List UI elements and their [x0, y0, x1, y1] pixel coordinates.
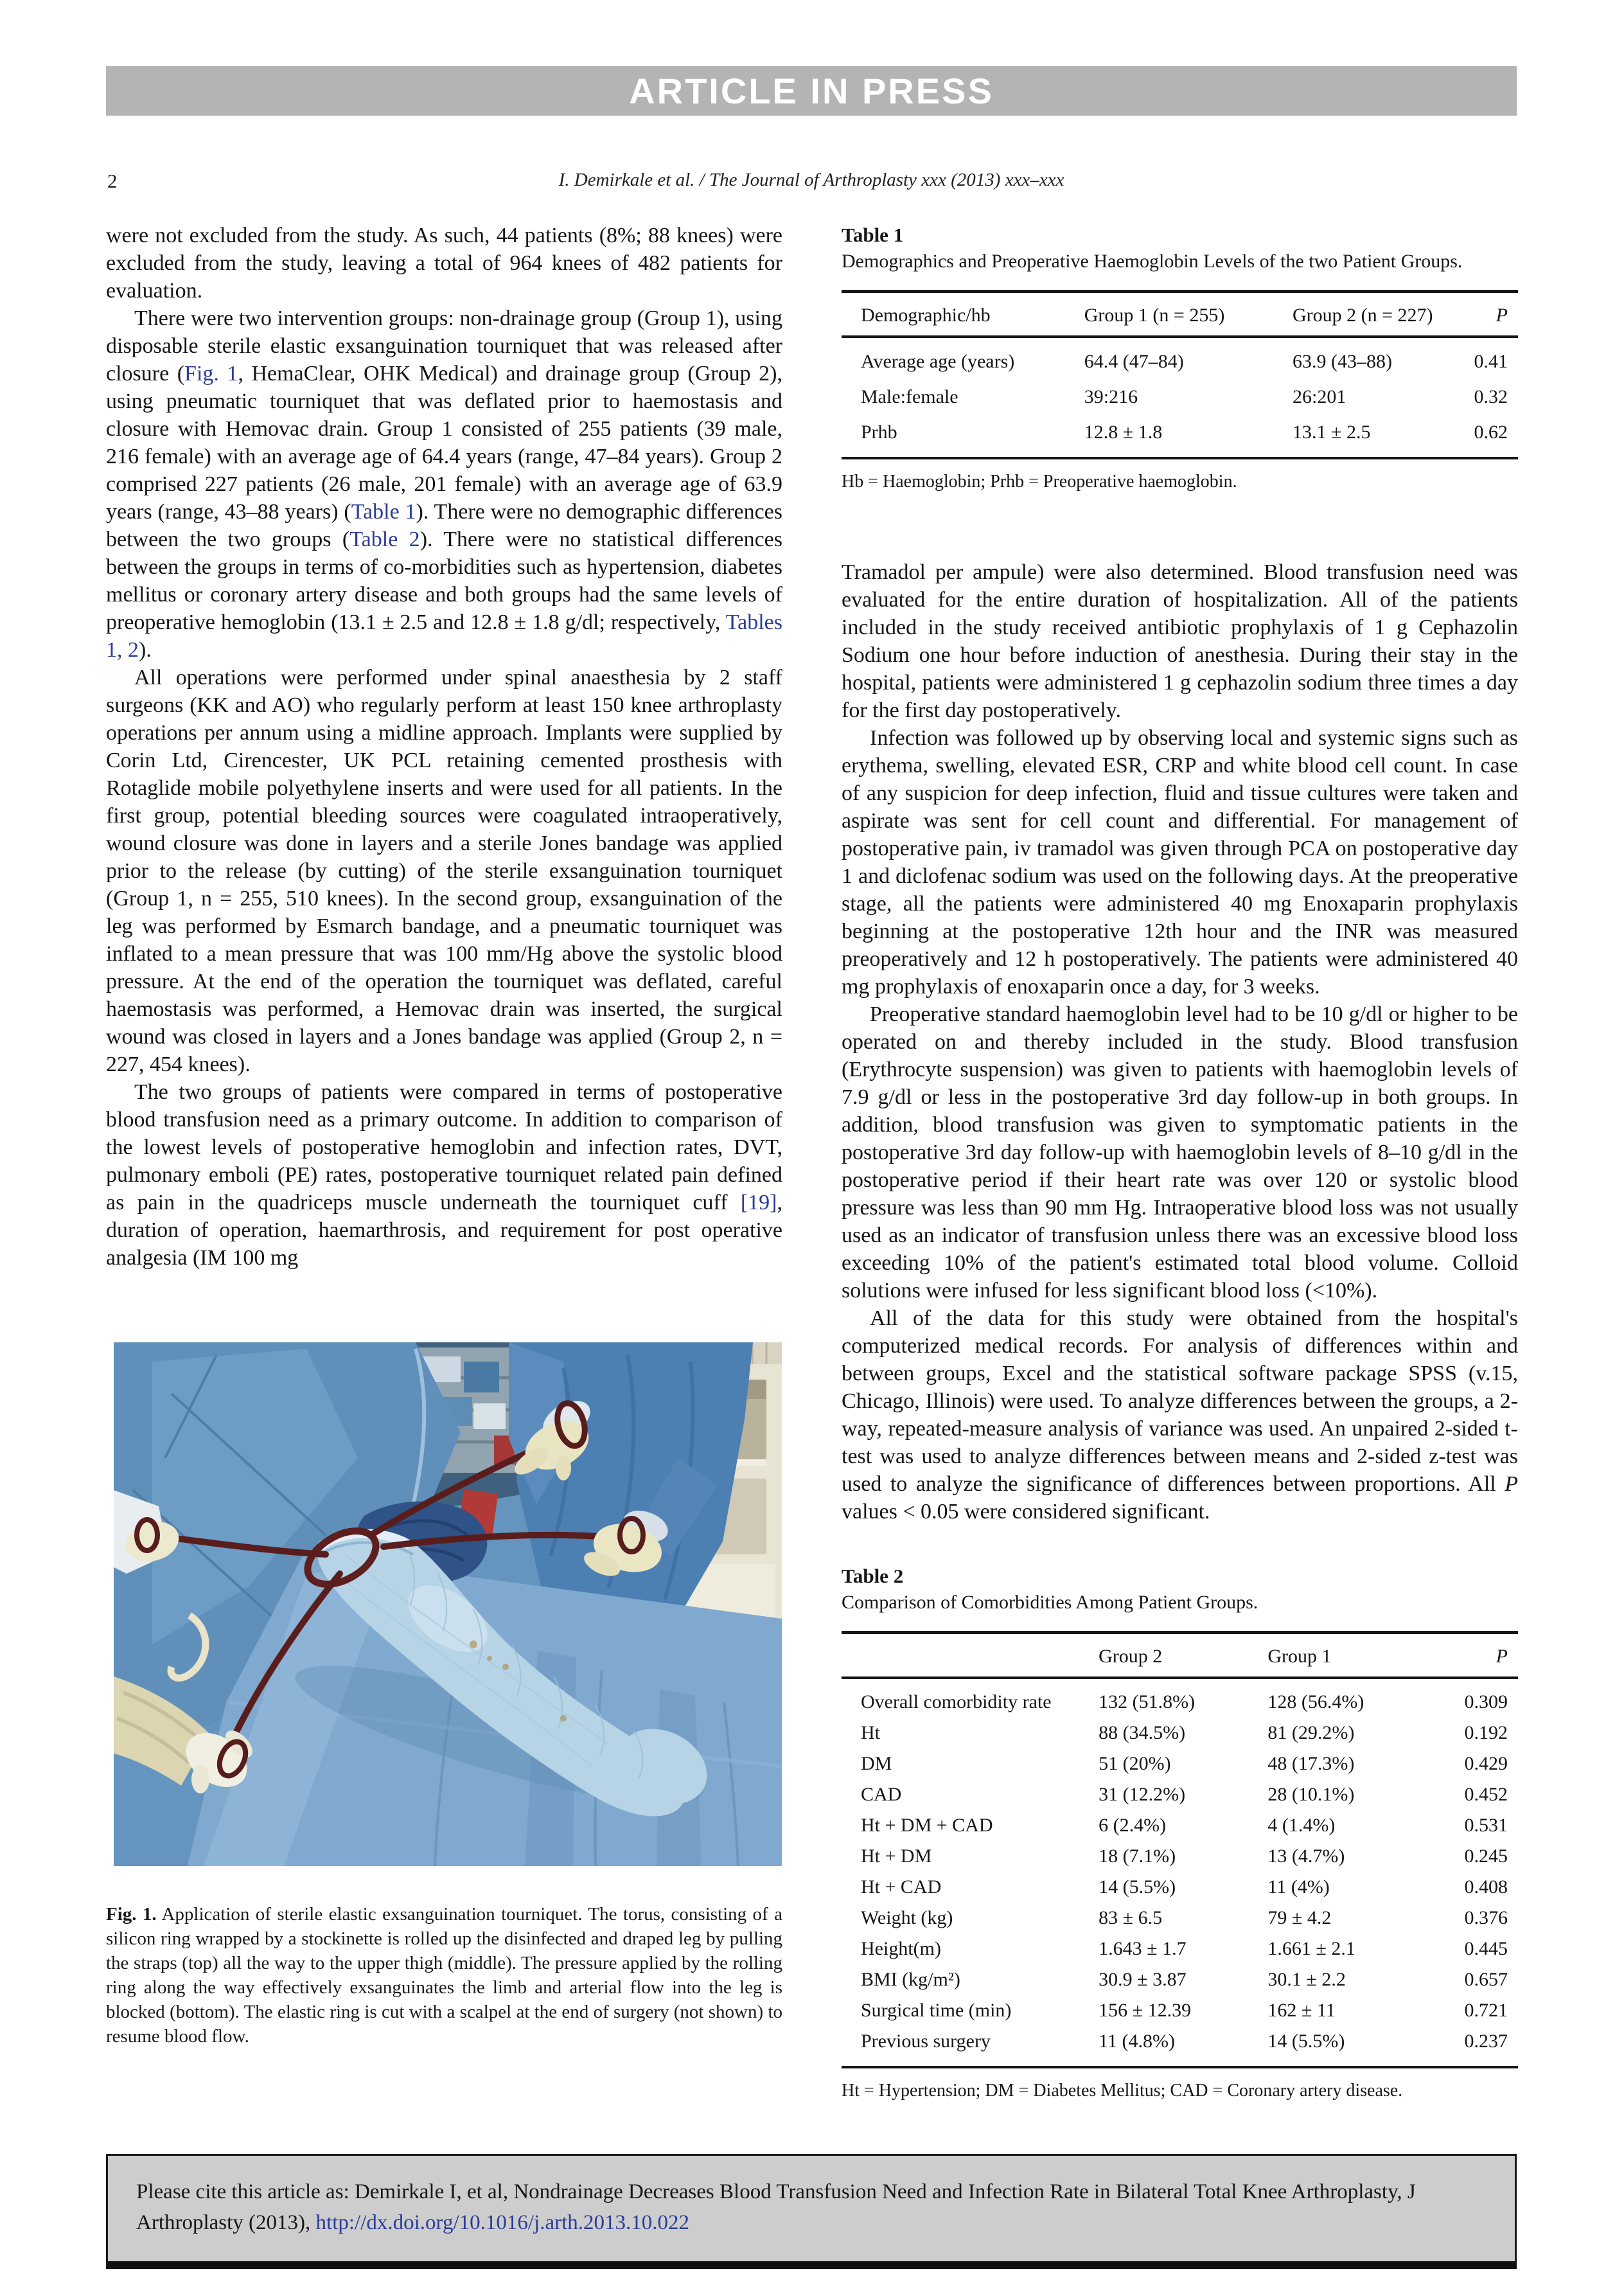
- table-cell: 30.9 ± 3.87: [1099, 1969, 1187, 1990]
- paragraph: [842, 1304, 1518, 1525]
- table-cell: BMI (kg/m²): [861, 1969, 960, 1990]
- table-1-label: Table 1: [842, 224, 904, 246]
- table-cell: 0.32: [1474, 386, 1508, 407]
- column-header: Group 1: [1267, 1633, 1450, 1678]
- inline-link[interactable]: Tables 1, 2: [106, 610, 782, 662]
- table-2-caption: Comparison of Comorbidities Among Patient Groups.: [842, 1592, 1258, 1613]
- table-1-head: [842, 292, 1518, 337]
- paragraph: [106, 664, 782, 1078]
- table-cell: 48 (17.3%): [1267, 1753, 1355, 1774]
- table-row: [842, 1934, 1518, 1964]
- table-cell: 132 (51.8%): [1099, 1691, 1196, 1712]
- table-2-footnote: Ht = Hypertension; DM = Diabetes Mellitus; CAD = Coronary artery disease.: [842, 2081, 1403, 2101]
- inline-link[interactable]: Fig. 1: [184, 362, 238, 386]
- table-row: [842, 1964, 1518, 1995]
- table-1-footnote: Hb = Haemoglobin; Prhb = Preoperative haemoglobin.: [842, 472, 1237, 492]
- text-segment: , duration of operation, haemarthrosis, and requirement for post operative analgesia (IM 100 mg: [106, 1191, 782, 1270]
- column-header: Group 2 (n = 227): [1293, 292, 1474, 337]
- table-cell: Weight (kg): [861, 1907, 953, 1928]
- text-segment: There were two intervention groups: non-drainage group (Group 1), using disposable sterile elastic exsanguination tourniquet that was released after closure (: [106, 307, 782, 386]
- table-cell: CAD: [861, 1784, 902, 1805]
- table-row: [842, 379, 1518, 414]
- table-cell: 30.1 ± 2.2: [1267, 1969, 1346, 1990]
- table-cell: 156 ± 12.39: [1099, 2000, 1192, 2021]
- text-segment: Application of sterile elastic exsanguination tourniquet. The torus, consisting of a silicon ring wrapped by a stockinette is rolled up the disinfected and draped leg by pulling the straps (top) all the way to the upper thigh (middle). The pressure applied by the rolling ring along the way effectively exsanguinates the limb and arterial flow into the leg is blocked (bottom). The elastic ring is cut with a scalpel at the end of surgery (not shown) to resume blood flow.: [106, 1904, 782, 2047]
- table-cell: 0.429: [1464, 1753, 1508, 1774]
- table-cell: 14 (5.5%): [1099, 1876, 1176, 1898]
- table-cell: 11 (4.8%): [1099, 2031, 1175, 2052]
- table-row: [842, 1903, 1518, 1934]
- table-cell: 12.8 ± 1.8: [1084, 422, 1163, 443]
- table-cell: 0.721: [1464, 2000, 1508, 2021]
- table-cell: 39:216: [1084, 386, 1138, 407]
- table-row: [842, 1872, 1518, 1903]
- table-cell: 0.192: [1464, 1722, 1508, 1743]
- running-title: I. Demirkale et al. / The Journal of Arthroplasty xxx (2013) xxx–xxx: [558, 170, 1064, 190]
- table-cell: 13 (4.7%): [1267, 1845, 1345, 1867]
- table-cell: 0.245: [1464, 1845, 1508, 1867]
- table-row: [842, 1678, 1518, 1718]
- table-1: [842, 290, 1518, 459]
- table-cell: 0.657: [1464, 1969, 1508, 1990]
- table-2-label: Table 2: [842, 1565, 904, 1587]
- table-2: [842, 1631, 1518, 2068]
- running-header: [106, 168, 1517, 197]
- table-header-row: [842, 292, 1518, 337]
- page-number: 2: [107, 170, 118, 192]
- table-1-body: [842, 337, 1518, 458]
- column-header: [842, 1633, 1099, 1678]
- table-cell: 28 (10.1%): [1267, 1784, 1355, 1805]
- table-row: [842, 337, 1518, 379]
- column-header: P: [1474, 292, 1518, 337]
- paragraph: [842, 1000, 1518, 1304]
- table-cell: 63.9 (43–88): [1292, 351, 1392, 372]
- table-2-body: [842, 1678, 1518, 2067]
- text-segment: Preoperative standard haemoglobin level had to be 10 g/dl or higher to be operated on and thereby included in the study. Blood transfusion (Erythrocyte suspension) was given to patients with haemoglobin levels of 7.9 g/dl or less in the postoperative 3rd day follow-up in both groups. In addition, blood transfusion was given to symptomatic patients in the postoperative 3rd day follow-up with haemoglobin levels of 8–10 g/dl in the postoperative period if their heart rate was over 120 or systolic blood pressure was less than 90 mm Hg. Intraoperative blood loss was not usually used as an indicator of transfusion unless there was an excessive blood loss exceeding 10% of the patient's estimated total blood volume. Colloid solutions were infused for less significant blood loss (<10%).: [842, 1002, 1518, 1303]
- inline-link[interactable]: [19]: [740, 1191, 777, 1214]
- table-cell: Ht: [861, 1722, 880, 1743]
- text-segment: Tramadol per ampule) were also determined. Blood transfusion need was evaluated for the entire duration of hospitalization. All of the patients included in the study received antibiotic prophylaxis of 1 g Cephazolin Sodium one hour before induction of anesthesia. During their stay in the hospital, patients were administered 1 g cephazolin sodium three times a day for the first day postoperatively.: [842, 560, 1518, 722]
- table-cell: 51 (20%): [1099, 1753, 1171, 1774]
- figure-1-photo: [114, 1342, 782, 1866]
- article-in-press-banner: [106, 66, 1517, 116]
- table-row: [842, 1718, 1518, 1748]
- table-cell: Height(m): [861, 1938, 941, 1959]
- table-cell: 83 ± 6.5: [1099, 1907, 1163, 1928]
- table-cell: Previous surgery: [861, 2031, 991, 2052]
- column-header: P: [1451, 1633, 1518, 1678]
- text-segment: All operations were performed under spinal anaesthesia by 2 staff surgeons (KK and AO) who regularly perform at least 150 knee arthroplasty operations per annum using a midline approach. Implants were supplied by Corin Ltd, Cirencester, UK PCL retaining cemented prosthesis with Rotaglide mobile polyethylene inserts and were used for all patients. In the first group, potential bleeding sources were coagulated intraoperatively, wound closure was done in layers and a sterile Jones bandage was applied prior to the release (by cutting) of the sterile exsanguination tourniquet (Group 1, n = 255, 510 knees). In the second group, exsanguination of the leg was performed by Esmarch bandage, and a pneumatic tourniquet was inflated to a mean pressure that was 100 mm/Hg above the systolic blood pressure. At the end of the operation the tourniquet was deflated, careful haemostasis was performed, a Hemovac drain was inserted, the surgical wound was closed in layers and a Jones bandage was applied (Group 2, n = 227, 454 knees).: [106, 666, 782, 1076]
- table-row: [842, 1995, 1518, 2026]
- text-segment: ). There were no statistical differences between the groups in terms of co-morbidities such as hypertension, diabetes mellitus or coronary artery disease and both groups had the same levels of preoperative hemoglobin (13.1 ± 2.5 and 12.8 ± 1.8 g/dl; respectively,: [106, 528, 782, 634]
- table-cell: 0.408: [1464, 1876, 1508, 1898]
- table-cell: 0.237: [1464, 2031, 1508, 2052]
- table-cell: 26:201: [1292, 386, 1346, 407]
- table-cell: 4 (1.4%): [1267, 1815, 1336, 1836]
- table-cell: Surgical time (min): [861, 2000, 1012, 2021]
- bold-text: Fig. 1.: [106, 1904, 157, 1925]
- right-column: [842, 222, 1518, 2103]
- table-cell: 11 (4%): [1267, 1876, 1330, 1898]
- text-segment: The two groups of patients were compared in terms of postoperative blood transfusion need as a primary outcome. In addition to comparison of the lowest levels of postoperative hemoglobin and infection rates, DVT, pulmonary emboli (PE) rates, postoperative tourniquet related pain defined as pain in the quadriceps muscle underneath the tourniquet cuff: [106, 1080, 782, 1214]
- paragraph: [106, 305, 782, 664]
- column-header: Group 1 (n = 255): [1084, 292, 1293, 337]
- paragraph: [842, 558, 1518, 724]
- table-cell: 31 (12.2%): [1099, 1784, 1186, 1805]
- banner-text: ARTICLE IN PRESS: [629, 71, 994, 111]
- text-segment: All of the data for this study were obtained from the hospital's computerized medical records. For analysis of differences within and between groups, Excel and the statistical software package SPSS (v.15, Chicago, Illinois) were used. To analyze differences between the groups, a 2-way, repeated-measure analysis of variance was used. An unpaired 2-sided t-test was used to analyze differences between means and 2-sided z-test was used to analyze the significance of differences between proportions. All: [842, 1306, 1518, 1496]
- table-row: [842, 2026, 1518, 2067]
- column-header: Demographic/hb: [842, 292, 1084, 337]
- table-cell: 13.1 ± 2.5: [1292, 422, 1371, 443]
- table-cell: 0.309: [1464, 1691, 1508, 1712]
- inline-link[interactable]: Table 2: [349, 528, 420, 551]
- text-segment: values < 0.05 were considered significant.: [842, 1500, 1210, 1524]
- table-1-caption: Demographics and Preoperative Haemoglobin Levels of the two Patient Groups.: [842, 251, 1463, 272]
- text-segment: Please cite this article as: Demirkale I, et al, Nondrainage Decreases Blood Transfusion Need and Infection Rate in Bilateral Total Knee Arthroplasty, J Arthroplasty (2013),: [136, 2180, 1416, 2234]
- table-row: [842, 1810, 1518, 1841]
- table-cell: 14 (5.5%): [1267, 2031, 1345, 2052]
- table-cell: 0.531: [1464, 1815, 1508, 1836]
- text-segment: P: [1505, 1472, 1518, 1496]
- paragraph: [106, 1078, 782, 1272]
- figure-1: [106, 1342, 782, 2049]
- inline-link[interactable]: Table 1: [351, 500, 416, 524]
- surgical-photo: [114, 1342, 782, 1866]
- table-cell: Overall comorbidity rate: [861, 1691, 1052, 1712]
- table-row: [842, 414, 1518, 458]
- table-cell: 18 (7.1%): [1099, 1845, 1176, 1867]
- table-cell: Ht + CAD: [861, 1876, 942, 1898]
- table-2-block: [842, 1563, 1518, 2103]
- table-cell: 88 (34.5%): [1099, 1722, 1186, 1743]
- text-segment: Infection was followed up by observing local and systemic signs such as erythema, swelling, elevated ESR, CRP and white blood cell count. In case of any suspicion for deep infection, fluid and tissue cultures were taken and aspirate was sent for cell count and differential. For management of postoperative pain, iv tramadol was given through PCA on postoperative day 1 and diclofenac sodium was used on the following days. At the preoperative stage, all the patients were administered 40 mg Enoxaparin prophylaxis beginning at the postoperative 12th hour and the INR was measured preoperatively and 12 h postoperatively. The patients were administered 40 mg prophylaxis of enoxaparin once a day, for 3 weeks.: [842, 726, 1518, 999]
- table-2-head: [842, 1633, 1518, 1678]
- column-header: Group 2: [1099, 1633, 1267, 1678]
- table-cell: Average age (years): [861, 351, 1015, 372]
- table-cell: 0.452: [1464, 1784, 1508, 1805]
- text-segment: ). There were no demographic differences between the two groups (: [106, 500, 782, 551]
- table-row: [842, 1841, 1518, 1872]
- table-cell: 0.445: [1464, 1938, 1508, 1959]
- table-cell: Male:female: [861, 386, 958, 407]
- text-segment: , HemaClear, OHK Medical) and drainage group (Group 2), using pneumatic tourniquet that was deflated prior to haemostasis and closure with Hemovac drain. Group 1 consisted of 255 patients (39 male, 216 female) with an average age of 64.4 years (range, 47–84 years). Group 2 comprised 227 patients (26 male, 201 female) with an average age of 63.9 years (range, 43–88 years) (: [106, 362, 782, 524]
- table-1-block: [842, 222, 1518, 494]
- table-cell: DM: [861, 1753, 892, 1774]
- table-header-row: [842, 1633, 1518, 1678]
- table-cell: 128 (56.4%): [1267, 1691, 1364, 1712]
- paragraph: [842, 724, 1518, 1000]
- text-segment: ).: [139, 638, 152, 662]
- figure-1-caption: [106, 1902, 782, 2049]
- table-row: [842, 1748, 1518, 1779]
- table-cell: 79 ± 4.2: [1267, 1907, 1332, 1928]
- table-cell: 0.376: [1464, 1907, 1508, 1928]
- table-cell: 81 (29.2%): [1267, 1722, 1355, 1743]
- inline-link[interactable]: http://dx.doi.org/10.1016/j.arth.2013.10.022: [315, 2211, 690, 2234]
- text-segment: were not excluded from the study. As such, 44 patients (8%; 88 knees) were excluded from the study, leaving a total of 964 knees of 482 patients for evaluation.: [106, 224, 782, 303]
- table-cell: 1.643 ± 1.7: [1099, 1938, 1187, 1959]
- table-cell: Ht + DM: [861, 1845, 932, 1867]
- table-cell: 64.4 (47–84): [1084, 351, 1184, 372]
- table-row: [842, 1779, 1518, 1810]
- table-cell: 0.62: [1474, 422, 1508, 443]
- paragraph: [106, 222, 782, 305]
- table-cell: 1.661 ± 2.1: [1267, 1938, 1355, 1959]
- table-cell: Ht + DM + CAD: [861, 1815, 993, 1836]
- table-cell: 162 ± 11: [1267, 2000, 1336, 2021]
- table-cell: 6 (2.4%): [1099, 1815, 1167, 1836]
- left-column: [106, 222, 782, 2049]
- table-cell: Prhb: [861, 422, 897, 443]
- citation-box: [106, 2154, 1517, 2269]
- table-cell: 0.41: [1474, 351, 1508, 372]
